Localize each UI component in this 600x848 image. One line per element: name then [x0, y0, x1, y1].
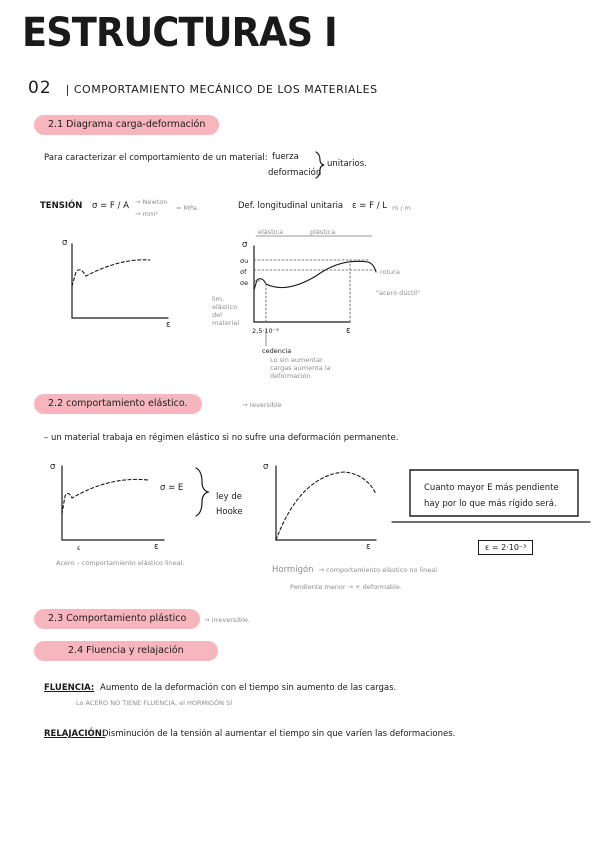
tension-unit: = MPa.	[176, 204, 199, 212]
graph1-x-label: ε	[166, 320, 171, 330]
tension-label: TENSIÓN	[40, 201, 83, 211]
graph2-x-label: ε	[346, 326, 351, 336]
hooke-formula: σ = E	[160, 483, 184, 493]
elastic-definition: – un material trabaja en régimen elástico si no sufre una deformación permanente.	[44, 433, 399, 443]
graph-b-caption: → comportamiento elástico no lineal	[318, 566, 438, 574]
graph-b-y-label: σ	[263, 462, 269, 472]
graph-a-axes	[62, 466, 164, 540]
graph2-axes	[254, 246, 350, 322]
brace-top-text: fuerza	[272, 152, 299, 162]
unit-number: 02	[28, 78, 52, 98]
deformation-label: Def. longitudinal unitaria	[238, 201, 344, 211]
page-title: ESTRUCTURAS I	[22, 10, 337, 56]
tension-formula: σ = F / A	[92, 201, 129, 211]
fluencia-label: FLUENCIA:	[44, 683, 95, 693]
hooke-label: ley de Hooke	[216, 492, 243, 517]
graph-a-x1-label: ε	[77, 544, 81, 552]
brace-bottom-text: deformación	[268, 168, 322, 178]
section-pill-2-3: 2.3 Comportamiento plástico	[34, 609, 200, 629]
graph-a-curve	[62, 479, 148, 514]
deformation-units: m / m	[392, 204, 411, 212]
section-pill-2-2: 2.2 comportamiento elástico.	[34, 394, 202, 414]
graph-b-caption-lead: Hormigón	[272, 565, 314, 575]
graph-b-curve	[276, 472, 376, 540]
graph-a-caption: Acero – comportamiento elástico lineal.	[56, 559, 185, 567]
intro-text: Para caracterizar el comportamiento de un material:	[44, 153, 268, 163]
graph2-guides	[254, 260, 376, 322]
graph2-elastic-label: elástica	[258, 228, 284, 236]
graph1-y-label: σ	[62, 238, 68, 248]
stiffness-note: Cuanto mayor E más pendiente hay por lo que más rígido será.	[424, 483, 559, 509]
section-pill-2-1: 2.1 Diagrama carga-deformación	[34, 115, 219, 135]
graph-b-x-label: ε	[366, 542, 371, 552]
graph-a-x2-label: ε	[154, 542, 159, 552]
section-2-3-note: → irreversible.	[204, 616, 251, 624]
graph-b-note: Pendiente menor → + deformable.	[290, 583, 402, 591]
stiffness-box	[410, 470, 578, 516]
graph1-axes	[72, 244, 168, 318]
graph2-y-label: σ	[242, 240, 248, 250]
graph-b-axes	[276, 466, 376, 540]
tension-units-top: → Newton	[135, 198, 168, 206]
graph2-yield-note: Lo sin aumentar cargas aumenta la deformación	[270, 356, 331, 380]
fluencia-text: Aumento de la deformación con el tiempo sin aumento de las cargas.	[100, 683, 397, 693]
graph2-level-f: σf	[240, 268, 247, 276]
graph2-rupture-label: rotura	[380, 268, 400, 276]
unit-separator: |	[65, 83, 70, 96]
brace-result-text: unitarios.	[327, 159, 367, 169]
graph2-plastic-label: plástica	[310, 228, 336, 236]
graph2-curve	[254, 261, 376, 290]
unit-title: COMPORTAMIENTO MECÁNICO DE LOS MATERIALES	[73, 83, 378, 96]
graph2-level-e: σe	[240, 279, 249, 287]
graph-b-formula: ε = 2·10⁻³	[485, 543, 527, 552]
relajacion-label: RELAJACIÓN:	[44, 729, 106, 739]
graph2-side-note: lim. elástico del material	[212, 295, 240, 327]
relajacion-text: Disminución de la tensión al aumentar el tiempo sin que varíen las deformaciones.	[102, 729, 456, 739]
graph2-level-u: σu	[240, 257, 249, 265]
deformation-formula: ε = F / L	[352, 201, 388, 211]
tension-units-bottom: → mm²	[135, 210, 158, 218]
section-pill-2-4: 2.4 Fluencia y relajación	[34, 641, 218, 661]
graph2-yield-label: cedencia	[262, 347, 292, 355]
graph2-material-label: "acero dúctil"	[376, 289, 421, 297]
section-2-2-note: → reversible	[242, 401, 282, 409]
unitary-brace	[316, 152, 324, 178]
graph1-curve	[72, 260, 150, 286]
hooke-brace	[196, 468, 208, 516]
fluencia-note: Lo ACERO NO TIENE FLUENCIA, el HORMIGÓN SÍ	[76, 699, 233, 707]
graph-a-y-label: σ	[50, 462, 56, 472]
graph2-strain-label: 2,5·10⁻³	[252, 327, 279, 335]
